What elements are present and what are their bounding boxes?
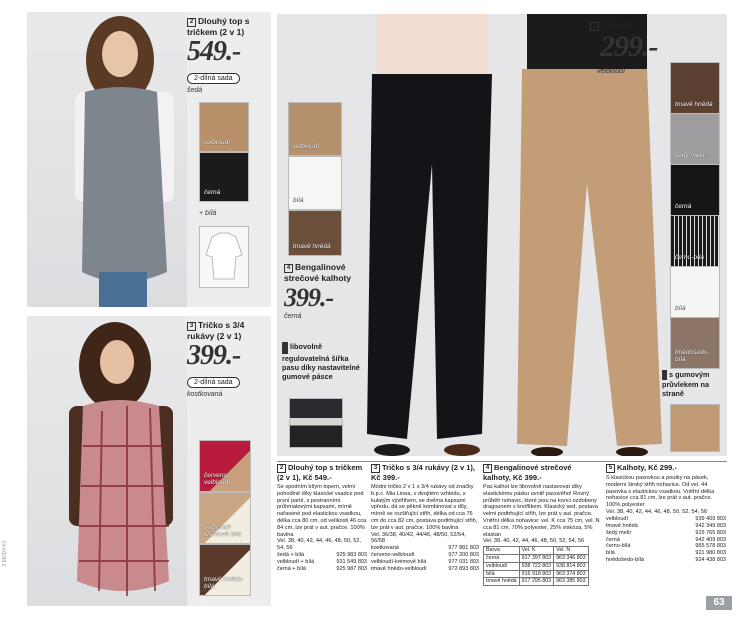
code-number: 925 983 803 (336, 551, 367, 558)
swatch-velbloudi[interactable]: velbloudí (199, 102, 249, 152)
side-label: 3 MODY.KV (2, 540, 8, 567)
code-number: 977 881 803 (448, 545, 479, 552)
swatch-hnedosedo-bila[interactable]: hnědošedo-bílá (670, 317, 720, 369)
product-title: 2 Dlouhý top s tričkem (2 v 1) (187, 16, 250, 37)
swatch-cerveno-velbloudi[interactable]: červeno-velbloudí (199, 440, 251, 492)
code-row (277, 552, 367, 559)
swatch-tmave-hneda-bengalin[interactable]: tmavě hnědá (288, 210, 342, 256)
color-caption: velbloudí (597, 68, 626, 75)
code-color: kostkovaná (371, 545, 399, 552)
code-color: černá + bílá (277, 565, 306, 572)
description-product-4: 4 Bengalinové strečové kalhoty, Kč 399.- Pas kalhot lze libovolně nastavovat díky elastickému pásku uvnitř pasového! Rovný průběh nohavic, které jsou na konci ozdobeny dragounem s knoflíkem. Klasický sed, postava velmi podtrhující střih, lze prát v aut. pračce. Vnitřní délka nohavice: vel. K cca 75 cm, vel. N cca 81 cm. 70% polyester, 25% viskóza, 5% elastan Vel. 38, 40, 42, 44, 46, 48, 50, 52, 54, 56 Barva Vel. K Vel. N černá 917 397 803 963 346 803 velbloudí 938 722 803 938 814 803 bílá 916 918 803 963 374 803 tmavě hnědá 917 295 803 963 385 803 (483, 463, 600, 585)
feature-bullet: libovolně regulovatelná šířka pasu díky nastavitelné gumové pásce (282, 342, 360, 381)
code-color: černo-bílá (606, 543, 631, 550)
code-color: šedý melír (606, 529, 632, 536)
code-row (606, 543, 726, 550)
product-title: 3 Tričko s 3/4 rukávy (2 v 1) (187, 320, 245, 341)
product-price: 549.- (187, 36, 241, 67)
code-number: 931 549 803 (336, 558, 367, 565)
code-row (277, 559, 367, 566)
code-color: červeno-velbloudí (371, 552, 415, 559)
code-number: 965 578 803 (695, 543, 726, 550)
product-panel-top (27, 12, 271, 307)
code-row (606, 530, 726, 537)
code-number: 972 893 803 (448, 565, 479, 572)
swatch-cerno-bila[interactable]: černo-bílá (670, 215, 720, 267)
code-table: Barva Vel. K Vel. N černá 917 397 803 963 346 803 velbloudí 938 722 803 938 814 803 bílá 916 918 803 963 374 803 tmavě hnědá 917 295 803 963 385 803 (483, 546, 589, 586)
code-row (606, 523, 726, 530)
code-number: 915 765 803 (695, 529, 726, 536)
feature-bullet: s gumovým průvlekem na straně (662, 370, 710, 398)
trousers-panel (277, 14, 727, 456)
product-title: 5 Kalhoty (590, 20, 670, 31)
code-row (606, 537, 726, 544)
code-color: velbloudí-krémově bílá (371, 558, 427, 565)
swatch-sedy-melir[interactable]: šedý melír (670, 113, 720, 165)
swatch-tmave-hnedo-bila[interactable]: tmavě hnědo-bílá (199, 544, 251, 596)
code-number: 939 409 803 (695, 515, 726, 522)
product-price: 399.- (187, 340, 241, 371)
code-color: tmavě hnědá (606, 522, 638, 529)
code-row (371, 552, 479, 559)
code-row (606, 557, 726, 564)
set-badge: 2-dílná sada (187, 377, 240, 388)
description-product-2: 2 Dlouhý top s tričkem (2 v 1), Kč 549.- Se spodním bílým topem, velmi pohodlně díky klasické vsadce pod prsní partií, s postranními průhmatovými kapsami, mírně nařasené pod elastickou vsadkou, délka cca 80 cm, od velikosti 46 cca 84 cm, lze prát v aut. pračce. 100% bavlna Vel. 38, 40, 42, 44, 46, 48, 50, 52, 54, 56 šedá + bílá 925 983 803 velbloudí + bílá 931 549 803 černá + bílá 925 987 803 (277, 463, 367, 572)
code-row (606, 516, 726, 523)
color-caption: kostkovaná (187, 391, 223, 398)
code-color: bílá (606, 550, 615, 557)
swatch-cerna[interactable]: černá (199, 152, 249, 202)
code-color: šedá + bílá (277, 551, 305, 558)
waistband-photo (289, 398, 343, 448)
code-number: 977 200 803 (448, 552, 479, 559)
code-number: 942 409 803 (695, 536, 726, 543)
swatch-cerna[interactable]: černá (670, 164, 720, 216)
swatch-velbloudi-bengalin[interactable]: velbloudí (288, 102, 342, 156)
product-price: 299.- (600, 30, 658, 63)
product-title: 4 Bengalinové strečové kalhoty (284, 262, 352, 283)
description-product-3: 3 Tričko s 3/4 rukávy (2 v 1), Kč 399.- Módní tričko 2 v 1 s 3/4 rukávy od značky b.p.c. Mia Linea, v dvojitém vzhledu, s kulatým výstřihem, se dvěma kapsami vpředu, dá se pěkně kombinovat s díly, mírně se rozšiřující střih, délka od cca 76 cm do cca 82 cm, postava podtrhující střih, lze prát v aut. pračce. 100% bavlna Vel. 36/38, 40/42, 44/46, 48/50, 52/54, 56/58 kostkovaná 977 881 803 červeno-velbloudí 977 200 803 velbloudí-krémově bílá 977 031 803 tmavě hnědo-velbloudí 972 893 803 (371, 463, 479, 572)
code-color: tmavě hnědo-velbloudí (371, 565, 427, 572)
code-color: velbloudí (606, 515, 629, 522)
product-panel-bottom (27, 316, 271, 606)
color-caption: černá (284, 313, 302, 320)
extra-color: + bílá (199, 210, 217, 217)
description-product-5: 5 Kalhoty, Kč 299.- S klasickou pasovkou a poutky na pásek, moderní široký střih nohavice. Od vel. 44 pasovka s elastickou vsadkou. Vnitřní délka nohavice cca 81 cm, lze prát v aut. pračce. 100% polyester Vel. 38, 40, 42, 44, 46, 48, 50, 52, 54, 56 velbloudí 939 409 803 tmavě hnědá 942 349 803 šedý melír 915 765 803 černá 942 409 803 černo-bílá 965 578 803 bílá 921 980 803 hnědošedo-bílá 924 438 803 (606, 463, 726, 564)
tshirt-photo[interactable] (199, 226, 249, 288)
model-photo-bottom (27, 316, 187, 606)
swatch-tmave-hneda[interactable]: tmavě hnědá (670, 62, 720, 114)
code-color: velbloudí + bílá (277, 558, 315, 565)
code-row (371, 566, 479, 573)
swatch-bila-bengalin[interactable]: bílá (288, 156, 342, 210)
pocket-photo (670, 404, 720, 452)
page-number: 63 (706, 596, 732, 610)
code-number: 977 031 803 (448, 558, 479, 565)
color-caption: šedá (187, 87, 203, 94)
code-number: 921 980 803 (695, 550, 726, 557)
product-price: 399.- (284, 283, 334, 312)
code-row (606, 550, 726, 557)
swatch-velbloudi-kremove-bila[interactable]: velbloudí-krémově bílá (199, 492, 251, 544)
code-row (277, 566, 367, 573)
model-photo-top (27, 12, 187, 307)
code-row (371, 559, 479, 566)
code-number: 924 438 803 (695, 557, 726, 564)
code-color: černá (606, 536, 620, 543)
code-color: hnědošedo-bílá (606, 557, 644, 564)
code-number: 925 987 803 (336, 565, 367, 572)
code-row (371, 545, 479, 552)
swatch-bila[interactable]: bílá (670, 266, 720, 318)
code-number: 942 349 803 (695, 522, 726, 529)
set-badge: 2-dílná sada (187, 73, 240, 84)
